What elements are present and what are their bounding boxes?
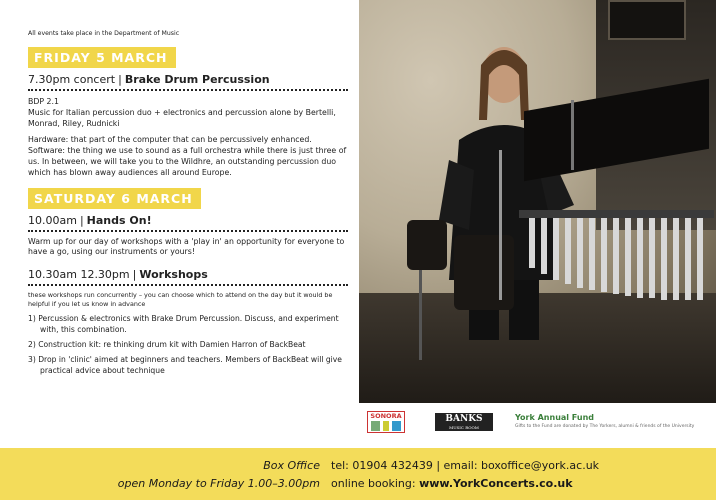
events-column — [28, 30, 350, 376]
list-item: 1) Percussion & electronics with Brake Drum Percussion. Discuss, and experiment with, this combination. — [28, 314, 339, 334]
event-title: Brake Drum Percussion — [124, 73, 270, 86]
event-code: BDP 2.1 — [28, 97, 59, 106]
event-description: Warm up for our day of workshops with a 'play in' an opportunity for everyone to have a go, using our instruments or yours! — [28, 236, 345, 257]
event-time: 7.30pm concert — [28, 73, 116, 86]
intro-text: All events take place in the Department of Music — [28, 30, 180, 37]
event-title: Hands On! — [86, 213, 152, 227]
marimba-bars — [519, 210, 714, 300]
saturday-banner: SATURDAY 6 MARCH — [28, 188, 201, 209]
event-time: 10.30am 12.30pm — [28, 268, 130, 282]
workshop-note: these workshops run concurrently – you can choose which to attend on the day but it would be helpful if you let us know in advance — [28, 291, 333, 309]
list-item: 3) Drop in 'clinic' aimed at beginners and teachers. Members of BackBeat will give practical advice about technique — [28, 355, 342, 375]
friday-banner: FRIDAY 5 MARCH — [28, 47, 176, 68]
contact-details: tel: 01904 432439 | email: boxoffice@york.ac.uk — [331, 459, 600, 472]
sonora-logo: SONORA — [367, 411, 405, 433]
banks-logo: BANKS MUSIC ROOM — [435, 413, 493, 431]
event-description-2: Hardware: that part of the computer that can be percussively enhanced. Software: the thing we use to sound as a full orchestra while there is just three of us. In between, we will take you to the Wildhre, an outstanding percussion duo which has blown away audiences all around Europe. — [28, 135, 347, 177]
event-description: Music for Italian percussion duo + electronics and percussion alone by Bertelli, Monrad, Riley, Rudnicki — [28, 107, 336, 128]
event-title: Workshops — [139, 268, 208, 282]
box-office-footer — [0, 448, 716, 500]
list-item: 2) Construction kit: re thinking drum kit with Damien Harron of BackBeat — [28, 339, 306, 349]
performer-photo — [359, 0, 716, 403]
saturday-event1-heading: 10.00am | Hands On! — [28, 214, 348, 232]
saturday-event2-heading: 10.30am 12.30pm | Workshops — [28, 268, 348, 286]
online-booking: online booking: www.YorkConcerts.co.uk — [331, 477, 573, 490]
box-office-label: Box Office — [263, 459, 320, 472]
york-annual-fund-logo: York Annual Fund Gifts to the Fund are donated by The Yorkers, alumni & friends of the University — [515, 413, 695, 429]
event-time: 10.00am — [28, 213, 77, 227]
website-link[interactable]: www.YorkConcerts.co.uk — [419, 477, 573, 490]
sponsor-logos — [359, 403, 716, 448]
opening-hours: open Monday to Friday 1.00–3.00pm — [117, 477, 320, 490]
friday-event-heading: 7.30pm concert | Brake Drum Percussion — [28, 73, 348, 91]
